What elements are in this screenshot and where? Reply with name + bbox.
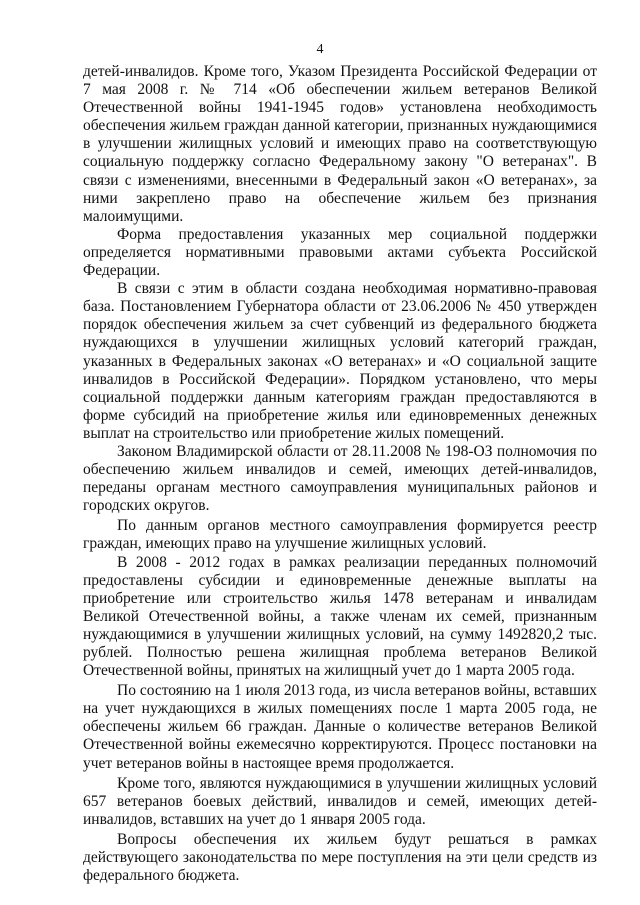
- paragraph-registry: По данным органов местного самоуправления формируется реестр граждан, имеющих право на улучшение жилищных условий.: [83, 517, 597, 553]
- paragraph-2008-2012-results: В 2008 - 2012 годах в рамках реализации переданных полномочий предоставлены субсидии и единовременные денежные выплаты на приобретение или строительство жилья 1478 ветеранам и инвалидам Великой Отечественной войны, а также членам их семей, признанным нуждающимися в улучшении жилищных условий, на сумму 1492820,2 тыс. рублей. Полностью решена жилищная проблема ветеранов Великой Отечественной войны, принятых на жилищный учет до 1 марта 2005 года.: [83, 553, 597, 680]
- document-body: [83, 63, 597, 885]
- page-number: 4: [316, 42, 324, 57]
- paragraph-support-form: Форма предоставления указанных мер социальной поддержки определяется нормативными правовыми актами субъекта Российской Федерации.: [83, 225, 597, 280]
- paragraph-federal-funding: Вопросы обеспечения их жильем будут решаться в рамках действующего законодательства по мере поступления на эти цели средств из федерального бюджета.: [83, 830, 597, 885]
- paragraph-combat-veterans: Кроме того, являются нуждающимися в улучшении жилищных условий 657 ветеранов боевых действий, инвалидов и семей, имеющих детей-инвалидов, вставших на учет до 1 января 2005 года.: [83, 774, 597, 828]
- paragraph-regional-law: Законом Владимирской области от 28.11.2008 № 198-ОЗ полномочия по обеспечению жильем инвалидов и семей, имеющих детей-инвалидов, переданы органам местного самоуправления муниципальных районов и городских округов.: [83, 442, 597, 515]
- paragraph-legal-base: В связи с этим в области создана необходимая нормативно-правовая база. Постановлением Губернатора области от 23.06.2006 № 450 утвержден порядок обеспечения жильем за счет субвенций из федерального бюджета нуждающихся в улучшении жилищных условий категорий граждан, указанных в Федеральных законах «О ветеранах» и «О социальной защите инвалидов в Российской Федерации». Порядком установлено, что меры социальной поддержки данным категориям граждан предоставляются в форме субсидий на приобретение жилья или единовременных денежных выплат на строительство или приобретение жилых помещений.: [83, 280, 597, 442]
- paragraph-veterans-decree: детей-инвалидов. Кроме того, Указом Президента Российской Федерации от 7 мая 2008 г. № 714 «Об обеспечении жильем ветеранов Великой Отечественной войны 1941-1945 годов» установлена необходимость обеспечения жильем граждан данной категории, признанных нуждающимися в улучшении жилищных условий и имеющих право на соответствующую социальную поддержку согласно Федеральному закону "О ветеранах". В связи с изменениями, внесенными в Федеральный закон «О ветеранах», за ними закреплено право на обеспечение жильем без признания малоимущими.: [83, 63, 597, 225]
- paragraph-july-2013-status: По состоянию на 1 июля 2013 года, из числа ветеранов войны, вставших на учет нуждающихся в жилых помещениях после 1 марта 2005 года, не обеспечены жильем 66 граждан. Данные о количестве ветеранов Великой Отечественной войны ежемесячно корректируются. Процесс постановки на учет ветеранов войны в настоящее время продолжается.: [83, 682, 597, 772]
